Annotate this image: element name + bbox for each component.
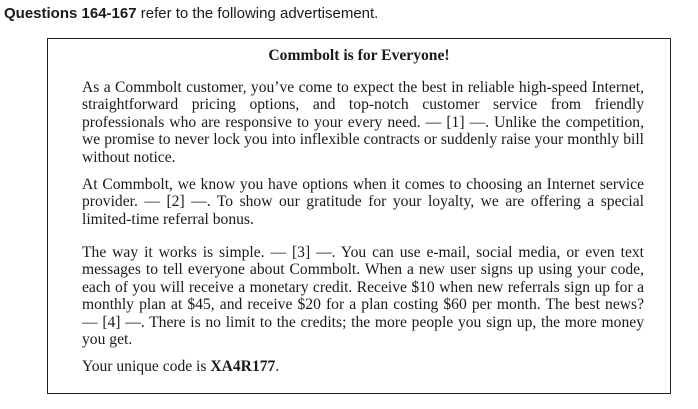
code-suffix: . <box>275 358 280 375</box>
advertisement-title: Commbolt is for Everyone! <box>268 47 450 64</box>
paragraph-1: As a Commbolt customer, you’ve come to expect the best in reliable high-speed Internet, straightforward pricing options, and top-notch customer service from friendly professionals who are responsive to your every need. — [1] —. Unlike the competition, we promise to never lock you into inflexible contracts or suddenly raise your monthly bill without notice. <box>82 79 644 166</box>
referral-code: XA4R177 <box>210 358 276 375</box>
paragraph-3: The way it works is simple. — [3] —. You can use e-mail, social media, or even text messages to tell everyone about Commbolt. When a new user signs up using your code, each of you will receive a monetary credit. Receive $10 when new referrals sign up for a monthly plan at $45, and receive $20 for a plan costing $60 per month. The best news? — [4] —. There is no limit to the credits; the more people you sign up, the more money you get. <box>82 244 644 349</box>
paragraph-2: At Commbolt, we know you have options when it comes to choosing an Internet service provider. — [2] —. To show our gratitude for your loyalty, we are offering a special limited-time referral bonus. <box>82 176 644 228</box>
question-range: Questions 164-167 <box>4 5 137 22</box>
advertisement-box <box>47 38 671 394</box>
instruction-text: refer to the following advertisement. <box>136 5 379 22</box>
code-line <box>82 358 644 375</box>
question-instruction <box>4 5 378 22</box>
code-prefix: Your unique code is <box>82 358 211 375</box>
